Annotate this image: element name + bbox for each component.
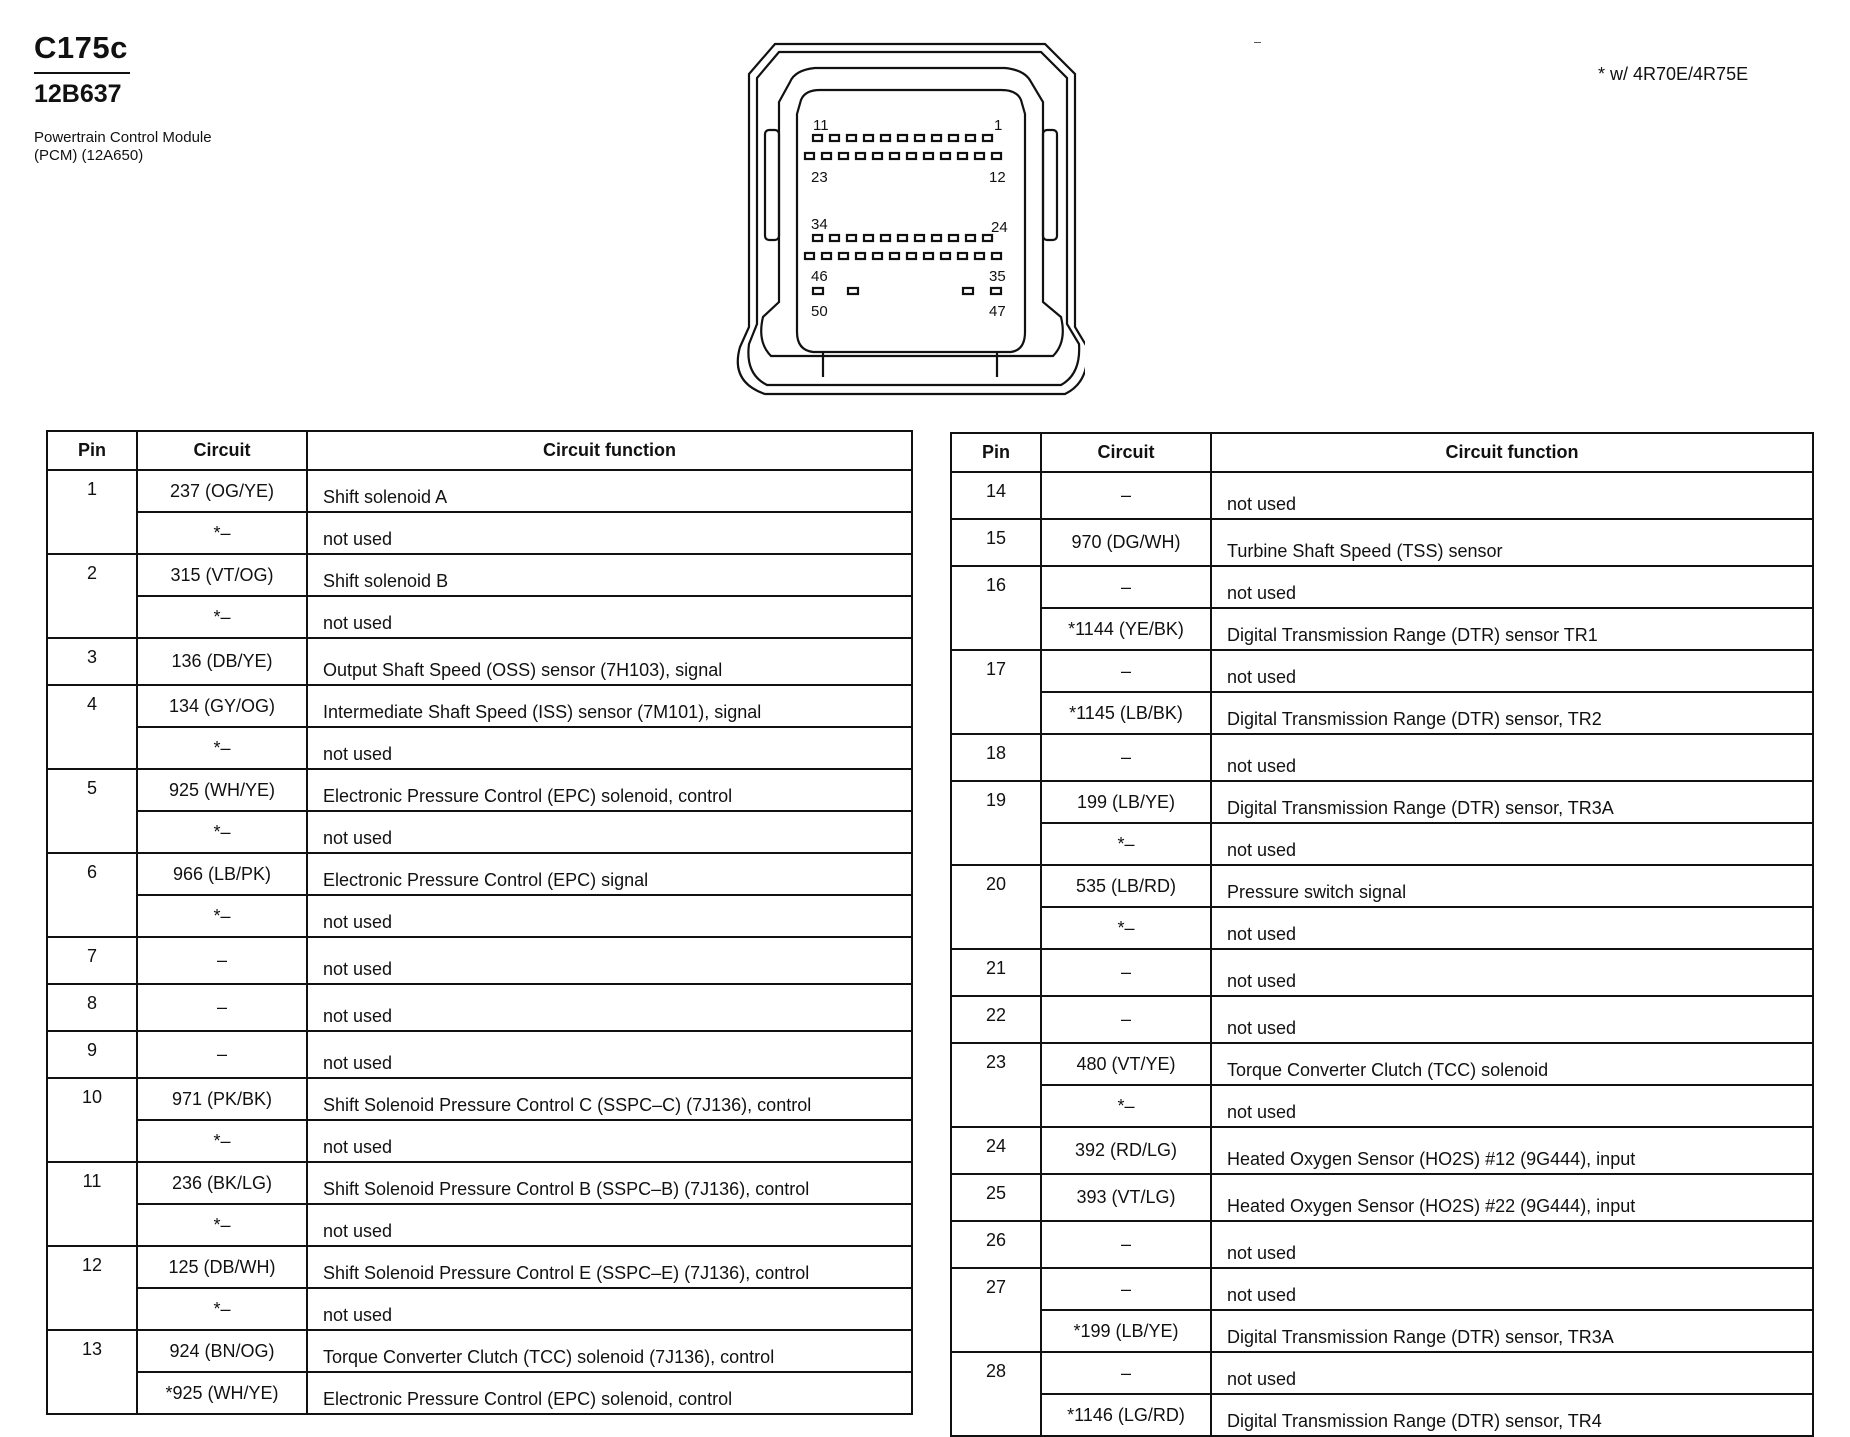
function-cell: not used xyxy=(1211,1085,1813,1127)
circuit-cell: 924 (BN/OG) xyxy=(137,1330,307,1372)
circuit-cell: *– xyxy=(1041,1085,1211,1127)
pin-number: 25 xyxy=(951,1174,1041,1221)
table-row xyxy=(47,512,912,554)
pin-number: 20 xyxy=(951,865,1041,949)
circuit-cell: 315 (VT/OG) xyxy=(137,554,307,596)
pin-label-11: 11 xyxy=(813,117,829,134)
table-row xyxy=(951,1268,1813,1310)
table-header-row xyxy=(951,433,1813,472)
pin-number: 1 xyxy=(47,470,137,554)
function-cell: not used xyxy=(307,1120,912,1162)
function-cell: Pressure switch signal xyxy=(1211,865,1813,907)
pin-number: 12 xyxy=(47,1246,137,1330)
pin-number: 16 xyxy=(951,566,1041,650)
pin-number: 11 xyxy=(47,1162,137,1246)
circuit-cell: *– xyxy=(137,811,307,853)
pin-label-50: 50 xyxy=(811,303,828,320)
circuit-cell: 535 (LB/RD) xyxy=(1041,865,1211,907)
pin-number: 7 xyxy=(47,937,137,984)
function-column-header: Circuit function xyxy=(1211,433,1813,472)
function-cell: not used xyxy=(1211,472,1813,519)
table-row xyxy=(47,811,912,853)
title-underline xyxy=(34,72,130,74)
table-row xyxy=(951,472,1813,519)
function-cell: Electronic Pressure Control (EPC) solenoid, control xyxy=(307,1372,912,1414)
circuit-cell: – xyxy=(1041,949,1211,996)
circuit-column-header: Circuit xyxy=(1041,433,1211,472)
circuit-cell: 236 (BK/LG) xyxy=(137,1162,307,1204)
pin-number: 2 xyxy=(47,554,137,638)
pin-column-header: Pin xyxy=(47,431,137,470)
function-cell: not used xyxy=(307,596,912,638)
part-number: 12B637 xyxy=(34,80,122,108)
circuit-cell: 480 (VT/YE) xyxy=(1041,1043,1211,1085)
table-row xyxy=(47,1330,912,1372)
table-row xyxy=(951,519,1813,566)
table-row xyxy=(47,1031,912,1078)
pin-number: 5 xyxy=(47,769,137,853)
function-cell: Shift solenoid A xyxy=(307,470,912,512)
function-cell: not used xyxy=(307,1031,912,1078)
pin-label-24: 24 xyxy=(991,219,1008,236)
function-cell: Digital Transmission Range (DTR) sensor, TR3A xyxy=(1211,781,1813,823)
function-column-header: Circuit function xyxy=(307,431,912,470)
table-row xyxy=(951,823,1813,865)
table-row xyxy=(951,1174,1813,1221)
table-row xyxy=(951,907,1813,949)
description-line-2: (PCM) (12A650) xyxy=(34,147,144,164)
table-row xyxy=(47,596,912,638)
pin-number: 9 xyxy=(47,1031,137,1078)
pin-cavity-rows xyxy=(805,135,1001,294)
pin-number: 19 xyxy=(951,781,1041,865)
table-row xyxy=(47,1120,912,1162)
pin-number: 10 xyxy=(47,1078,137,1162)
cavity-row-3 xyxy=(813,235,992,241)
circuit-cell: 199 (LB/YE) xyxy=(1041,781,1211,823)
cavity-row-2 xyxy=(805,153,1001,159)
table-row xyxy=(47,937,912,984)
table-row xyxy=(951,865,1813,907)
circuit-cell: *– xyxy=(1041,907,1211,949)
circuit-cell: *199 (LB/YE) xyxy=(1041,1310,1211,1352)
function-cell: Torque Converter Clutch (TCC) solenoid (7J136), control xyxy=(307,1330,912,1372)
table-row xyxy=(951,650,1813,692)
pin-number: 4 xyxy=(47,685,137,769)
cavity-row-5 xyxy=(813,288,1001,294)
pin-table-right xyxy=(950,432,1814,1437)
table-row xyxy=(951,949,1813,996)
pin-number: 22 xyxy=(951,996,1041,1043)
pin-number: 27 xyxy=(951,1268,1041,1352)
table-row xyxy=(951,1310,1813,1352)
pin-number: 3 xyxy=(47,638,137,685)
function-cell: not used xyxy=(1211,907,1813,949)
circuit-cell: 134 (GY/OG) xyxy=(137,685,307,727)
function-cell: Electronic Pressure Control (EPC) signal xyxy=(307,853,912,895)
circuit-cell: *– xyxy=(137,1120,307,1162)
function-cell: not used xyxy=(1211,823,1813,865)
function-cell: not used xyxy=(307,1288,912,1330)
table-row xyxy=(951,1352,1813,1394)
pin-number: 8 xyxy=(47,984,137,1031)
pin-column-header: Pin xyxy=(951,433,1041,472)
table-row xyxy=(47,984,912,1031)
circuit-cell: – xyxy=(1041,1221,1211,1268)
circuit-cell: *1144 (YE/BK) xyxy=(1041,608,1211,650)
circuit-cell: 970 (DG/WH) xyxy=(1041,519,1211,566)
function-cell: Digital Transmission Range (DTR) sensor, TR2 xyxy=(1211,692,1813,734)
table-row xyxy=(951,692,1813,734)
table-row xyxy=(47,1078,912,1120)
circuit-cell: 125 (DB/WH) xyxy=(137,1246,307,1288)
function-cell: Digital Transmission Range (DTR) sensor TR1 xyxy=(1211,608,1813,650)
function-cell: not used xyxy=(307,811,912,853)
table-row xyxy=(47,727,912,769)
pin-label-12: 12 xyxy=(989,169,1006,186)
circuit-cell: – xyxy=(1041,1268,1211,1310)
circuit-cell: *1146 (LG/RD) xyxy=(1041,1394,1211,1436)
circuit-cell: 136 (DB/YE) xyxy=(137,638,307,685)
circuit-cell: 971 (PK/BK) xyxy=(137,1078,307,1120)
table-row xyxy=(47,853,912,895)
circuit-cell: – xyxy=(1041,566,1211,608)
table-row xyxy=(47,470,912,512)
table-row xyxy=(47,895,912,937)
connector-latch-left xyxy=(765,130,779,240)
circuit-cell: – xyxy=(1041,1352,1211,1394)
function-cell: Digital Transmission Range (DTR) sensor, TR3A xyxy=(1211,1310,1813,1352)
table-row xyxy=(47,1246,912,1288)
table-row xyxy=(951,1085,1813,1127)
circuit-cell: *– xyxy=(137,1204,307,1246)
function-cell: not used xyxy=(1211,1352,1813,1394)
table-row xyxy=(47,638,912,685)
function-cell: not used xyxy=(307,1204,912,1246)
pin-label-35: 35 xyxy=(989,268,1006,285)
circuit-cell: *– xyxy=(137,727,307,769)
pin-number: 18 xyxy=(951,734,1041,781)
cavity-row-4 xyxy=(805,253,1001,259)
table-row xyxy=(951,1221,1813,1268)
table-row xyxy=(951,1127,1813,1174)
pin-number: 15 xyxy=(951,519,1041,566)
circuit-cell: *– xyxy=(137,895,307,937)
function-cell: Intermediate Shaft Speed (ISS) sensor (7M101), signal xyxy=(307,685,912,727)
circuit-cell: – xyxy=(1041,734,1211,781)
circuit-cell: *– xyxy=(137,596,307,638)
table-row xyxy=(47,554,912,596)
circuit-cell: *925 (WH/YE) xyxy=(137,1372,307,1414)
function-cell: not used xyxy=(307,512,912,554)
circuit-cell: *1145 (LB/BK) xyxy=(1041,692,1211,734)
footnote-note: * w/ 4R70E/4R75E xyxy=(1598,64,1749,84)
function-cell: not used xyxy=(1211,1268,1813,1310)
table-row xyxy=(951,781,1813,823)
function-cell: Electronic Pressure Control (EPC) solenoid, control xyxy=(307,769,912,811)
function-cell: not used xyxy=(307,984,912,1031)
function-cell: not used xyxy=(1211,1221,1813,1268)
function-cell: Shift Solenoid Pressure Control E (SSPC–E) (7J136), control xyxy=(307,1246,912,1288)
table-row xyxy=(47,1372,912,1414)
pin-number: 6 xyxy=(47,853,137,937)
circuit-cell: 966 (LB/PK) xyxy=(137,853,307,895)
function-cell: Heated Oxygen Sensor (HO2S) #12 (9G444), input xyxy=(1211,1127,1813,1174)
pin-number: 14 xyxy=(951,472,1041,519)
pin-label-46: 46 xyxy=(811,268,828,285)
module-description xyxy=(34,129,212,165)
function-cell: Output Shaft Speed (OSS) sensor (7H103), signal xyxy=(307,638,912,685)
pin-number: 28 xyxy=(951,1352,1041,1436)
table-row xyxy=(951,1043,1813,1085)
description-line-1: Powertrain Control Module xyxy=(34,129,212,146)
function-cell: Torque Converter Clutch (TCC) solenoid xyxy=(1211,1043,1813,1085)
circuit-cell: 393 (VT/LG) xyxy=(1041,1174,1211,1221)
pin-number: 21 xyxy=(951,949,1041,996)
table-row xyxy=(47,685,912,727)
circuit-cell: 392 (RD/LG) xyxy=(1041,1127,1211,1174)
circuit-cell: – xyxy=(1041,472,1211,519)
pin-label-1: 1 xyxy=(994,117,1003,134)
function-cell: Shift solenoid B xyxy=(307,554,912,596)
circuit-cell: – xyxy=(1041,996,1211,1043)
connector-face-diagram xyxy=(735,42,1085,414)
function-cell: Shift Solenoid Pressure Control B (SSPC–B) (7J136), control xyxy=(307,1162,912,1204)
connector-code: C175c xyxy=(34,30,128,65)
table-row xyxy=(47,1162,912,1204)
pin-number: 13 xyxy=(47,1330,137,1414)
circuit-cell: – xyxy=(137,937,307,984)
function-cell: not used xyxy=(307,727,912,769)
table-row xyxy=(47,1288,912,1330)
pin-number: 26 xyxy=(951,1221,1041,1268)
function-cell: not used xyxy=(307,895,912,937)
circuit-column-header: Circuit xyxy=(137,431,307,470)
connector-latch-right xyxy=(1043,130,1057,240)
function-cell: not used xyxy=(1211,566,1813,608)
function-cell: Shift Solenoid Pressure Control C (SSPC–C) (7J136), control xyxy=(307,1078,912,1120)
circuit-cell: – xyxy=(137,1031,307,1078)
function-cell: not used xyxy=(1211,734,1813,781)
function-cell: not used xyxy=(1211,650,1813,692)
circuit-cell: *– xyxy=(137,1288,307,1330)
table-row xyxy=(951,566,1813,608)
pin-label-34: 34 xyxy=(811,216,828,233)
table-header-row xyxy=(47,431,912,470)
function-cell: not used xyxy=(1211,996,1813,1043)
pin-label-23: 23 xyxy=(811,169,828,186)
pin-label-47: 47 xyxy=(989,303,1006,320)
function-cell: Turbine Shaft Speed (TSS) sensor xyxy=(1211,519,1813,566)
function-cell: Digital Transmission Range (DTR) sensor, TR4 xyxy=(1211,1394,1813,1436)
pin-table-left xyxy=(46,430,913,1415)
pin-number: 17 xyxy=(951,650,1041,734)
stray-mark xyxy=(1254,42,1261,43)
table-row xyxy=(951,996,1813,1043)
connector-outer-housing xyxy=(738,44,1085,394)
cavity-row-1 xyxy=(813,135,992,141)
circuit-cell: – xyxy=(137,984,307,1031)
table-row xyxy=(47,769,912,811)
circuit-cell: *– xyxy=(1041,823,1211,865)
table-row xyxy=(951,608,1813,650)
function-cell: Heated Oxygen Sensor (HO2S) #22 (9G444), input xyxy=(1211,1174,1813,1221)
pin-number: 24 xyxy=(951,1127,1041,1174)
circuit-cell: 925 (WH/YE) xyxy=(137,769,307,811)
table-row xyxy=(951,1394,1813,1436)
connector-inner-shroud xyxy=(761,68,1063,356)
pin-number: 23 xyxy=(951,1043,1041,1127)
table-row xyxy=(47,1204,912,1246)
function-cell: not used xyxy=(1211,949,1813,996)
function-cell: not used xyxy=(307,937,912,984)
table-row xyxy=(951,734,1813,781)
circuit-cell: *– xyxy=(137,512,307,554)
circuit-cell: 237 (OG/YE) xyxy=(137,470,307,512)
circuit-cell: – xyxy=(1041,650,1211,692)
